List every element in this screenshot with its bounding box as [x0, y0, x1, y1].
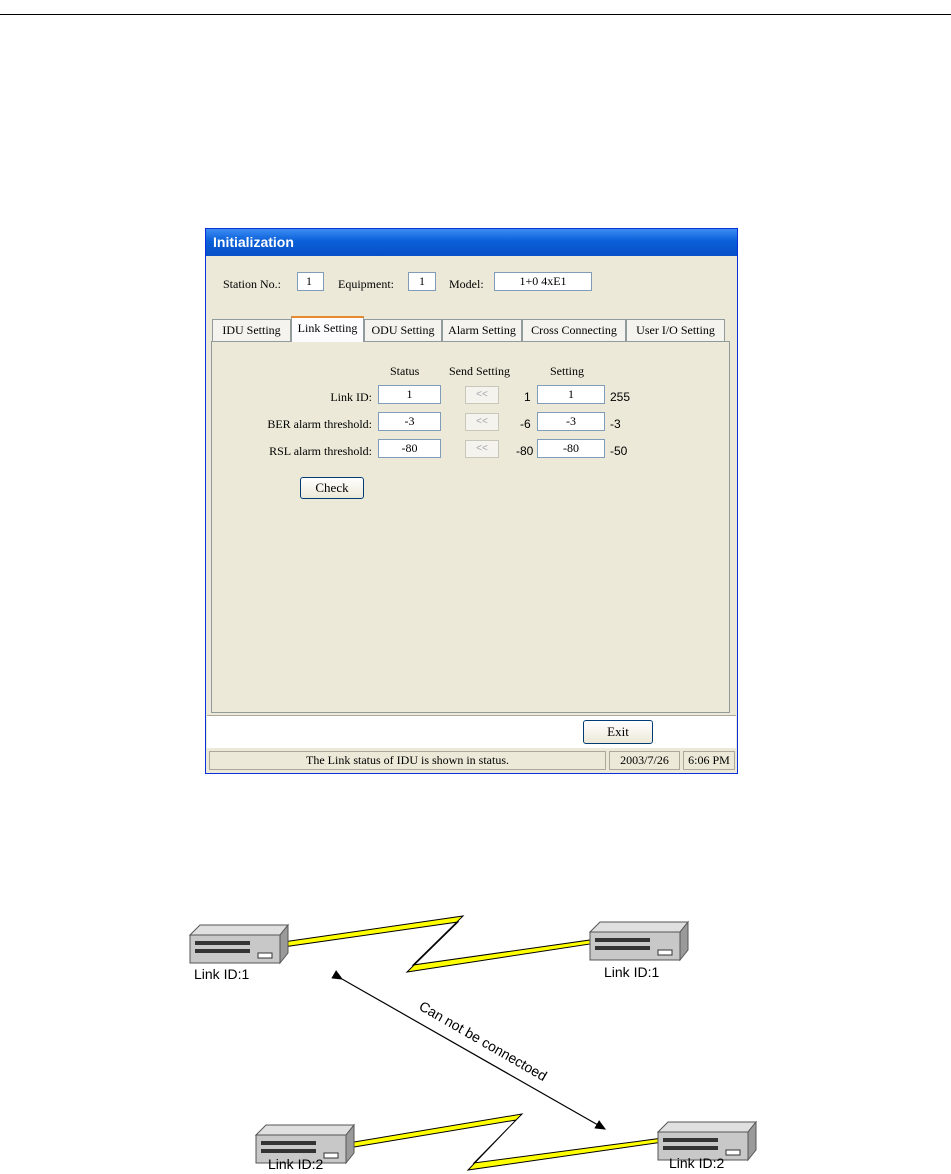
- window-title: Initialization: [213, 234, 294, 250]
- check-button[interactable]: Check: [300, 477, 364, 499]
- link-id-send-button[interactable]: <<: [465, 386, 499, 404]
- status-time: 6:06 PM: [683, 751, 735, 770]
- tab-user-io-setting[interactable]: User I/O Setting: [626, 319, 725, 341]
- rsl-status-field[interactable]: -80: [378, 439, 441, 458]
- rsl-min: -80: [516, 444, 534, 458]
- column-header-setting: Setting: [550, 364, 585, 378]
- not-connected-arrow: [342, 979, 605, 1129]
- link-id-max: 255: [610, 390, 631, 404]
- station-label: Station No.:: [223, 277, 282, 291]
- label-link-id-top-left: Link ID:1: [194, 966, 250, 982]
- link-id-setting-field[interactable]: 1: [537, 385, 605, 404]
- column-header-send-setting: Send Setting: [449, 364, 511, 378]
- link-id-label: Link ID:: [330, 390, 372, 404]
- station-field[interactable]: 1: [297, 272, 324, 291]
- label-link-id-bottom-left: Link ID:2: [268, 1156, 324, 1172]
- tab-link-setting[interactable]: Link Setting: [291, 316, 364, 342]
- rsl-send-button[interactable]: <<: [465, 440, 499, 458]
- label-link-id-bottom-right: Link ID:2: [669, 1155, 725, 1171]
- rsl-threshold-label: RSL alarm threshold:: [269, 444, 372, 458]
- ber-threshold-label: BER alarm threshold:: [267, 417, 372, 431]
- arrow-caption: Can not be connectoed: [416, 997, 550, 1084]
- ber-status-field[interactable]: -3: [378, 412, 441, 431]
- model-field[interactable]: 1+0 4xE1: [494, 272, 592, 291]
- tab-cross-connecting[interactable]: Cross Connecting: [522, 319, 626, 341]
- link-id-min: 1: [524, 390, 531, 404]
- ber-send-button[interactable]: <<: [465, 413, 499, 431]
- device-top-left: [190, 925, 288, 963]
- equipment-field[interactable]: 1: [408, 272, 436, 291]
- status-date: 2003/7/26: [609, 751, 680, 770]
- tab-odu-setting[interactable]: ODU Setting: [364, 319, 442, 341]
- rsl-max: -50: [610, 444, 628, 458]
- ber-min: -6: [520, 417, 531, 431]
- wireless-link-bottom: [348, 1114, 663, 1170]
- status-message: The Link status of IDU is shown in status.: [209, 751, 606, 770]
- equipment-label: Equipment:: [338, 277, 394, 291]
- device-top-right: [590, 922, 688, 960]
- wireless-link-top: [283, 916, 590, 972]
- tab-idu-setting[interactable]: IDU Setting: [212, 319, 291, 341]
- exit-button[interactable]: Exit: [583, 720, 653, 744]
- ber-setting-field[interactable]: -3: [537, 412, 605, 431]
- link-id-status-field[interactable]: 1: [378, 385, 441, 404]
- column-header-status: Status: [390, 364, 420, 378]
- rsl-setting-field[interactable]: -80: [537, 439, 605, 458]
- tab-alarm-setting[interactable]: Alarm Setting: [442, 319, 522, 341]
- model-label: Model:: [449, 277, 484, 291]
- label-link-id-top-right: Link ID:1: [604, 964, 660, 980]
- ber-max: -3: [610, 417, 621, 431]
